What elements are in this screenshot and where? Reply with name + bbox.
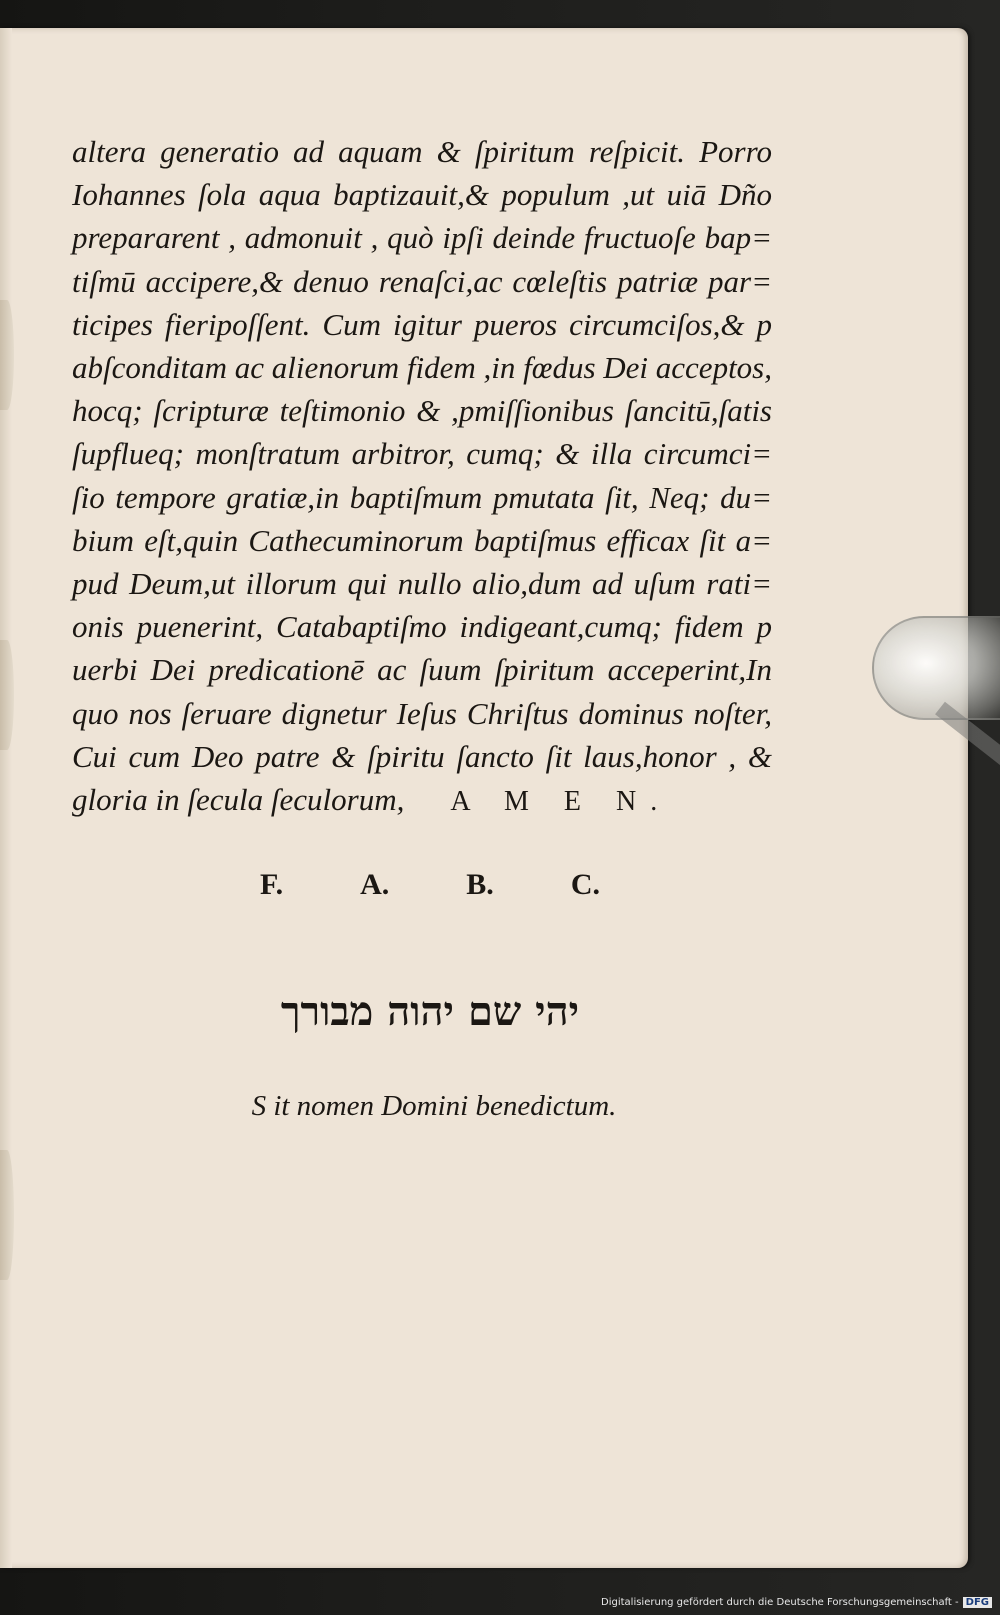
- initial-a: A.: [360, 868, 390, 901]
- text-line: tiſmū accipere,& denuo renaſci,ac cœleſtis patriæ par=: [72, 263, 772, 299]
- text-line: uerbi Dei predicationē ac ſuum ſpiritum acceperint,In: [72, 652, 772, 688]
- page-clip-holder: [872, 616, 1000, 720]
- text-line: hocq; ſcripturæ teſtimonio & ,pmiſſionibus ſancitū,ſatis: [72, 393, 772, 429]
- text-line: pud Deum,ut illorum qui nullo alio,dum ad uſum rati=: [72, 566, 772, 602]
- amen-text: A M E N.: [450, 786, 672, 818]
- text-line: abſconditam ac alienorum fidem ,in fœdus Dei acceptos,: [72, 350, 772, 386]
- credit-text: Digitalisierung gefördert durch die Deutsche Forschungsgemeinschaft -: [601, 1597, 959, 1608]
- text-line: onis puenerint, Catabaptiſmo indigeant,cumq; fidem p: [72, 609, 772, 645]
- text-line: ticipes fieripoſſent. Cum igitur pueros circumciſos,& p: [72, 306, 772, 342]
- closing-line: [72, 778, 772, 823]
- text-line: ſupflueq; monſtratum arbitror, cumq; & illa circumci=: [72, 436, 772, 472]
- signature-initials: [260, 868, 600, 902]
- text-line: quo nos ſeruare dignetur Ieſus Chriſtus dominus noſter,: [72, 695, 772, 731]
- page-edge-wear: [0, 1150, 14, 1280]
- text-line: Iohannes ſola aqua baptizauit,& populum ,ut uiā Dño: [72, 177, 772, 213]
- text-line: bium eſt,quin Cathecuminorum baptiſmus efficax ſit a=: [72, 522, 772, 558]
- page-gutter-edge: [0, 28, 12, 1568]
- dfg-logo-icon: DFG: [963, 1597, 992, 1608]
- text-line: prepararent , admonuit , quò ipſi deinde fructuoſe bap=: [72, 220, 772, 256]
- text-line: altera generatio ad aquam & ſpiritum reſpicit. Porro: [72, 134, 772, 169]
- text-line: gloria in ſecula ſeculorum,: [72, 782, 405, 818]
- hebrew-inscription: יהי שם יהוה מבורך: [280, 988, 580, 1035]
- page-edge-wear: [0, 640, 14, 750]
- text-line: ſio tempore gratiæ,in baptiſmum pmutata ſit, Neq; du=: [72, 479, 772, 515]
- digitization-credit: [601, 1597, 992, 1608]
- body-text: [72, 130, 772, 823]
- initial-f: F.: [260, 868, 284, 901]
- initial-b: B.: [466, 868, 494, 901]
- latin-translation: S it nomen Domini benedictum.: [251, 1090, 617, 1122]
- initial-c: C.: [570, 868, 600, 901]
- text-line: Cui cum Deo patre & ſpiritu ſancto ſit laus,honor , &: [72, 738, 772, 774]
- page-edge-wear: [0, 300, 14, 410]
